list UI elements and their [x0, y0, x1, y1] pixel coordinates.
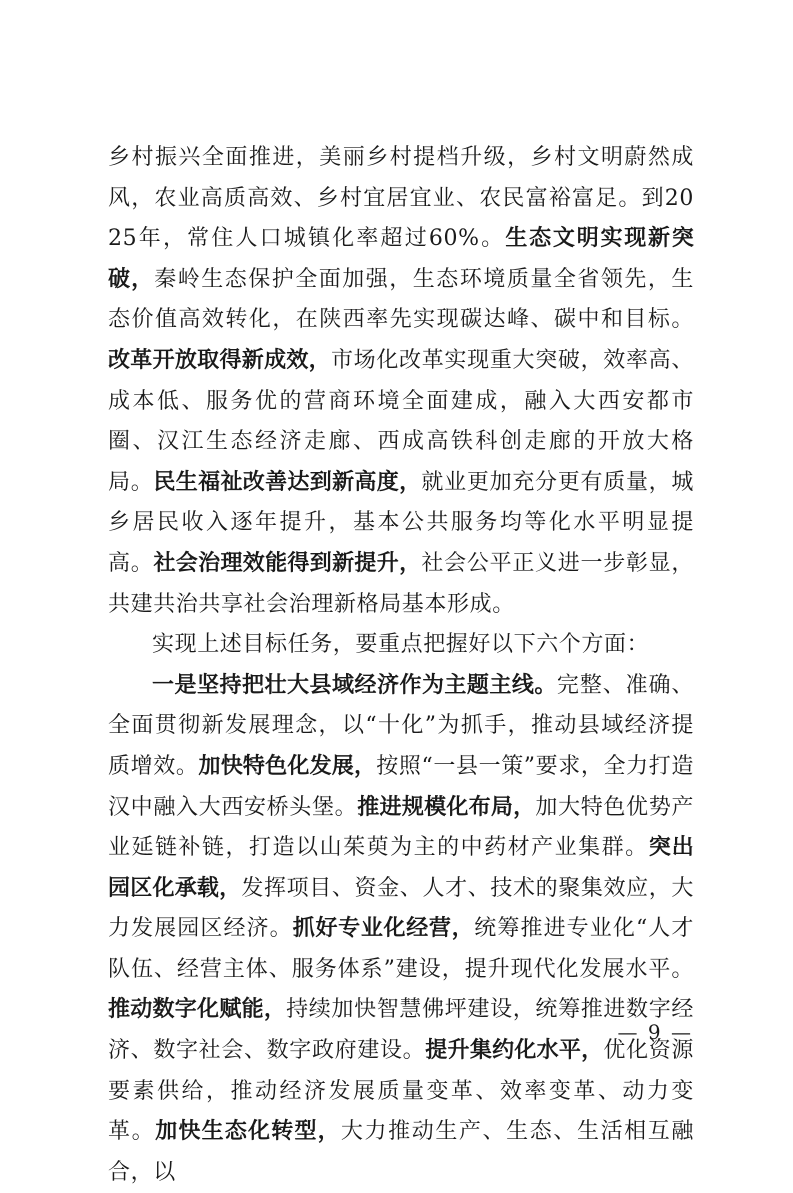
paragraph: [108, 625, 694, 666]
bold-heading-text: 民生福祉改善达到新高度，: [153, 469, 422, 495]
bold-heading-text: 加快特色化发展，: [198, 753, 377, 779]
body-text: 完整、准确、全面贯彻新发展理念，以“十化”为抓手，推动县域经济提质增效。: [108, 672, 694, 779]
body-text: 实现上述目标任务，要重点把握好以下六个方面：: [152, 632, 650, 658]
body-text: 加大特色优势产业延链补链，打造以山茱萸为主的中药材产业集群。: [108, 794, 694, 861]
bold-heading-text: 突出园区化承载，: [108, 835, 694, 901]
body-text: 优化资源要素供给，推动经济发展质量变革、效率变革、动力变革。: [108, 1038, 694, 1145]
bold-heading-text: 加快生态化转型，: [155, 1119, 341, 1145]
bold-heading-text: 一是坚持把壮大县域经济作为主题主线。: [152, 672, 557, 698]
body-text: 发挥项目、资金、人才、技术的聚集效应，大力发展园区经济。: [108, 875, 694, 942]
paragraph: [108, 138, 694, 625]
body-text: 按照“一县一策”要求，全力打造汉中融入大西安桥头堡。: [108, 753, 694, 820]
bold-heading-text: 推动数字化赋能，: [108, 997, 287, 1023]
bold-heading-text: 改革开放取得新成效，: [108, 347, 331, 373]
body-text: 统筹推进专业化“人才队伍、经营主体、服务体系”建设，提升现代化发展水平。: [108, 916, 694, 982]
bold-heading-text: 提升集约化水平，: [425, 1038, 604, 1064]
bold-heading-text: 社会治理效能得到新提升，: [153, 550, 422, 576]
body-text: 大力推动生产、生态、生活相互融合，以: [108, 1119, 694, 1185]
page-number: — 9 —: [617, 1020, 693, 1044]
body-text: 持续加快智慧佛坪建设，统筹推进数字经济、数字社会、数字政府建设。: [108, 997, 694, 1064]
body-text: 市场化改革实现重大突破，效率高、成本低、服务优的营商环境全面建成，融入大西安都市圈、汉江生态经济走廊、西成高铁科创走廊的开放大格局。: [108, 347, 694, 495]
document-body: [108, 138, 694, 1193]
bold-heading-text: 生态文明实现新突破，: [108, 226, 694, 292]
paragraph: [108, 666, 694, 1193]
body-text: 乡村振兴全面推进，美丽乡村提档升级，乡村文明蔚然成风，农业高质高效、乡村宜居宜业、农民富裕富足。到2025年，常住人口城镇化率超过60%。: [108, 145, 694, 252]
body-text: 社会公平正义进一步彰显，共建共治共享社会治理新格局基本形成。: [108, 550, 695, 617]
bold-heading-text: 推进规模化布局，: [357, 794, 536, 820]
body-text: 就业更加充分更有质量，城乡居民收入逐年提升，基本公共服务均等化水平明显提高。: [108, 469, 695, 576]
bold-heading-text: 抓好专业化经营，: [292, 916, 475, 942]
body-text: 秦岭生态保护全面加强，生态环境质量全省领先，生态价值高效转化，在陕西率先实现碳达峰、碳中和目标。: [108, 266, 694, 333]
